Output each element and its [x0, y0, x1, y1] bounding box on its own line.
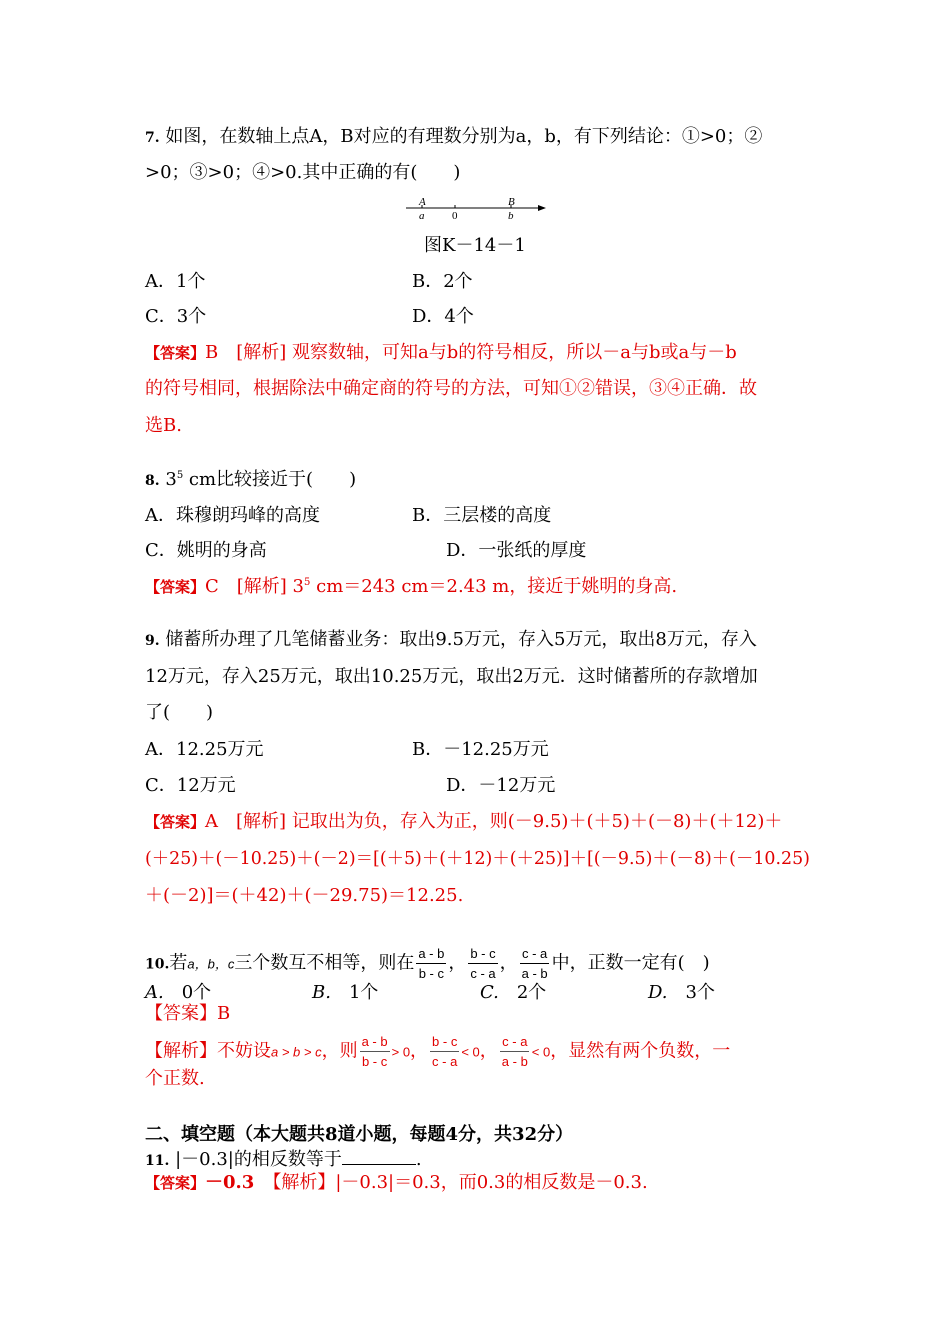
q11-text: |－0.3|的相反数等于: [175, 1149, 342, 1170]
q10-option-a-text: 0个: [181, 982, 212, 1003]
q8-answer-post: cm＝243 cm＝2.43 m，接近于姚明的身高.: [310, 576, 678, 597]
q9-line3: 了( ): [145, 702, 214, 723]
q10-option-b-text: 1个: [348, 982, 379, 1003]
q10-option-c-letter: C.: [480, 982, 499, 1003]
q10-analysis-rel3: < 0: [531, 1044, 551, 1060]
q8-answer-tag: 【答案】: [145, 578, 206, 596]
q8-answer-exponent: 5: [304, 577, 311, 588]
section-2-title: 二、填空题（本大题共8道小题，每题4分，共32分）: [145, 1124, 574, 1145]
q10-analysis-post: ，显然有两个负数，一: [550, 1040, 731, 1062]
q10-analysis-tag: 【解析】: [145, 1040, 217, 1062]
q8-number: 8.: [145, 473, 160, 489]
q10-option-d[interactable]: [648, 981, 715, 1005]
q8-base: 3: [165, 469, 177, 490]
label-A: A: [419, 196, 426, 208]
q9-option-c[interactable]: C．12万元: [145, 775, 236, 796]
q10-analysis-frac2-denominator: c - a: [432, 1054, 458, 1069]
q8-text: cm比较接近于( ): [183, 469, 357, 490]
q11-answer-tag: 【答案】: [145, 1174, 206, 1192]
q11-analysis: 【解析】|－0.3|＝0.3，而0.3的相反数是－0.3.: [272, 1172, 648, 1193]
q9-answer-line1: [145, 810, 782, 834]
q9-answer-tag: 【答案】: [145, 813, 206, 831]
q10-fraction-3: [520, 946, 550, 981]
label-a: a: [419, 210, 425, 222]
q10-analysis-frac3-denominator: a - b: [501, 1054, 528, 1069]
q7-option-b[interactable]: B．2个: [412, 271, 473, 292]
q11-stem: [145, 1148, 422, 1173]
q11-answer-value: －0.3: [205, 1172, 255, 1193]
q8-option-d[interactable]: D．一张纸的厚度: [446, 540, 587, 561]
q10-frac1-denominator: b - c: [418, 966, 444, 981]
q10-analysis-sep2: ，: [479, 1040, 498, 1062]
label-b: b: [508, 210, 514, 222]
q7-answer-text1: B [解析] 观察数轴，可知a与b的符号相反，所以－a与b或a与－b: [205, 342, 737, 363]
q10-analysis-fraction-1: [360, 1034, 390, 1069]
label-B: B: [508, 196, 515, 208]
figure-caption: 图K－14－1: [424, 235, 526, 256]
q10-analysis-frac2-numerator: b - c: [430, 1034, 459, 1052]
q10-analysis-rel2: < 0: [461, 1044, 480, 1060]
q9-number: 9.: [145, 633, 160, 649]
q10-frac2-denominator: c - a: [470, 966, 496, 981]
q10-pre: 若: [169, 952, 188, 974]
q7-answer-tag: 【答案】: [145, 344, 206, 362]
q11-period: .: [415, 1149, 422, 1170]
q7-text-line1: 如图，在数轴上点A，B对应的有理数分别为a，b，有下列结论：①>0；②: [165, 126, 763, 147]
q10-mid: 三个数互不相等，则在: [234, 952, 415, 974]
q10-sep-1: ，: [448, 952, 467, 974]
label-zero: 0: [452, 210, 458, 222]
q10-analysis-pre: 不妨设: [217, 1040, 271, 1062]
q10-option-d-text: 3个: [685, 982, 715, 1003]
q9-option-b[interactable]: B．－12.25万元: [412, 739, 549, 760]
q11-number: 11.: [145, 1153, 170, 1169]
q10-analysis-frac1-numerator: a - b: [360, 1034, 390, 1052]
q10-analysis-line1: [145, 1034, 730, 1069]
q8-stem: [145, 468, 356, 493]
q7-number: 7.: [145, 130, 160, 146]
number-line-figure: [400, 195, 550, 227]
q10-option-a-letter: A.: [145, 982, 164, 1003]
q8-option-b[interactable]: B．三层楼的高度: [412, 505, 552, 526]
q7-option-c[interactable]: C．3个: [145, 306, 207, 327]
q10-analysis-cond: a > b > c: [271, 1044, 322, 1060]
q7-answer-line3: 选B.: [145, 415, 182, 436]
q10-analysis-sep1: ，: [410, 1040, 429, 1062]
q10-fraction-2: [468, 946, 497, 981]
q10-post: 中，正数一定有( ): [551, 952, 710, 974]
q10-analysis-then: ，则: [321, 1040, 358, 1062]
q10-analysis-line2: 个正数.: [145, 1068, 205, 1089]
q10-option-d-letter: D.: [648, 982, 668, 1003]
q10-answer: 【答案】B: [145, 1003, 231, 1024]
q8-option-c[interactable]: C．姚明的身高: [145, 540, 267, 561]
q11-answer: [145, 1171, 648, 1195]
q10-fraction-1: [416, 946, 446, 981]
q7-line2: >0；③>0；④>0.其中正确的有( ): [145, 162, 461, 183]
answer-blank[interactable]: [342, 1148, 416, 1165]
q9-answer-line2: (＋25)＋(－10.25)＋(－2)＝[(＋5)＋(＋12)＋(＋25)]＋[(－9.5)＋(－8)＋(－10.25): [145, 849, 810, 869]
q10-option-c[interactable]: [480, 981, 546, 1005]
q7-option-d[interactable]: D．4个: [412, 306, 474, 327]
q7-line1: [145, 125, 762, 150]
q10-frac3-denominator: a - b: [521, 966, 548, 981]
q9-text-line1: 储蓄所办理了几笔储蓄业务：取出9.5万元，存入5万元，取出8万元，存入: [165, 629, 757, 650]
q10-number: 10.: [145, 956, 170, 973]
q9-line1: [145, 628, 757, 653]
q10-option-c-text: 2个: [516, 982, 547, 1003]
q8-answer-pre: C [解析] 3: [205, 576, 305, 597]
q10-analysis-frac3-numerator: c - a: [500, 1034, 529, 1052]
q7-answer-line2: 的符号相同，根据除法中确定商的符号的方法，可知①②错误，③④正确．故: [145, 378, 757, 399]
q8-answer: [145, 575, 677, 599]
q10-analysis-fraction-3: [500, 1034, 530, 1069]
q7-option-a[interactable]: A．1个: [145, 271, 206, 292]
q10-frac3-numerator: c - a: [520, 946, 549, 964]
q10-frac1-numerator: a - b: [416, 946, 446, 964]
q8-exponent: 5: [176, 470, 184, 481]
q9-option-a[interactable]: A．12.25万元: [145, 739, 264, 760]
q8-option-a[interactable]: A．珠穆朗玛峰的高度: [145, 505, 320, 526]
q10-sep-2: ，: [499, 952, 518, 974]
q10-vars: a，b，c: [187, 956, 235, 972]
q9-answer-line3: ＋(－2)]＝(＋42)＋(－29.75)＝12.25.: [145, 885, 464, 906]
q10-analysis-rel1: > 0: [391, 1044, 411, 1060]
q10-frac2-numerator: b - c: [468, 946, 497, 964]
q9-option-d[interactable]: D．－12万元: [446, 775, 556, 796]
q10-option-b-letter: B.: [312, 982, 331, 1003]
q9-line2: 12万元，存入25万元，取出10.25万元，取出2万元．这时储蓄所的存款增加: [145, 666, 758, 687]
q10-option-b[interactable]: [312, 981, 378, 1005]
q10-stem: [145, 946, 710, 981]
q10-analysis-frac1-denominator: b - c: [361, 1054, 388, 1069]
q9-answer-text1: A [解析] 记取出为负，存入为正，则(－9.5)＋(＋5)＋(－8)＋(＋12)＋: [205, 811, 783, 832]
q10-analysis-fraction-2: [430, 1034, 459, 1069]
q7-answer-line1: [145, 341, 737, 365]
